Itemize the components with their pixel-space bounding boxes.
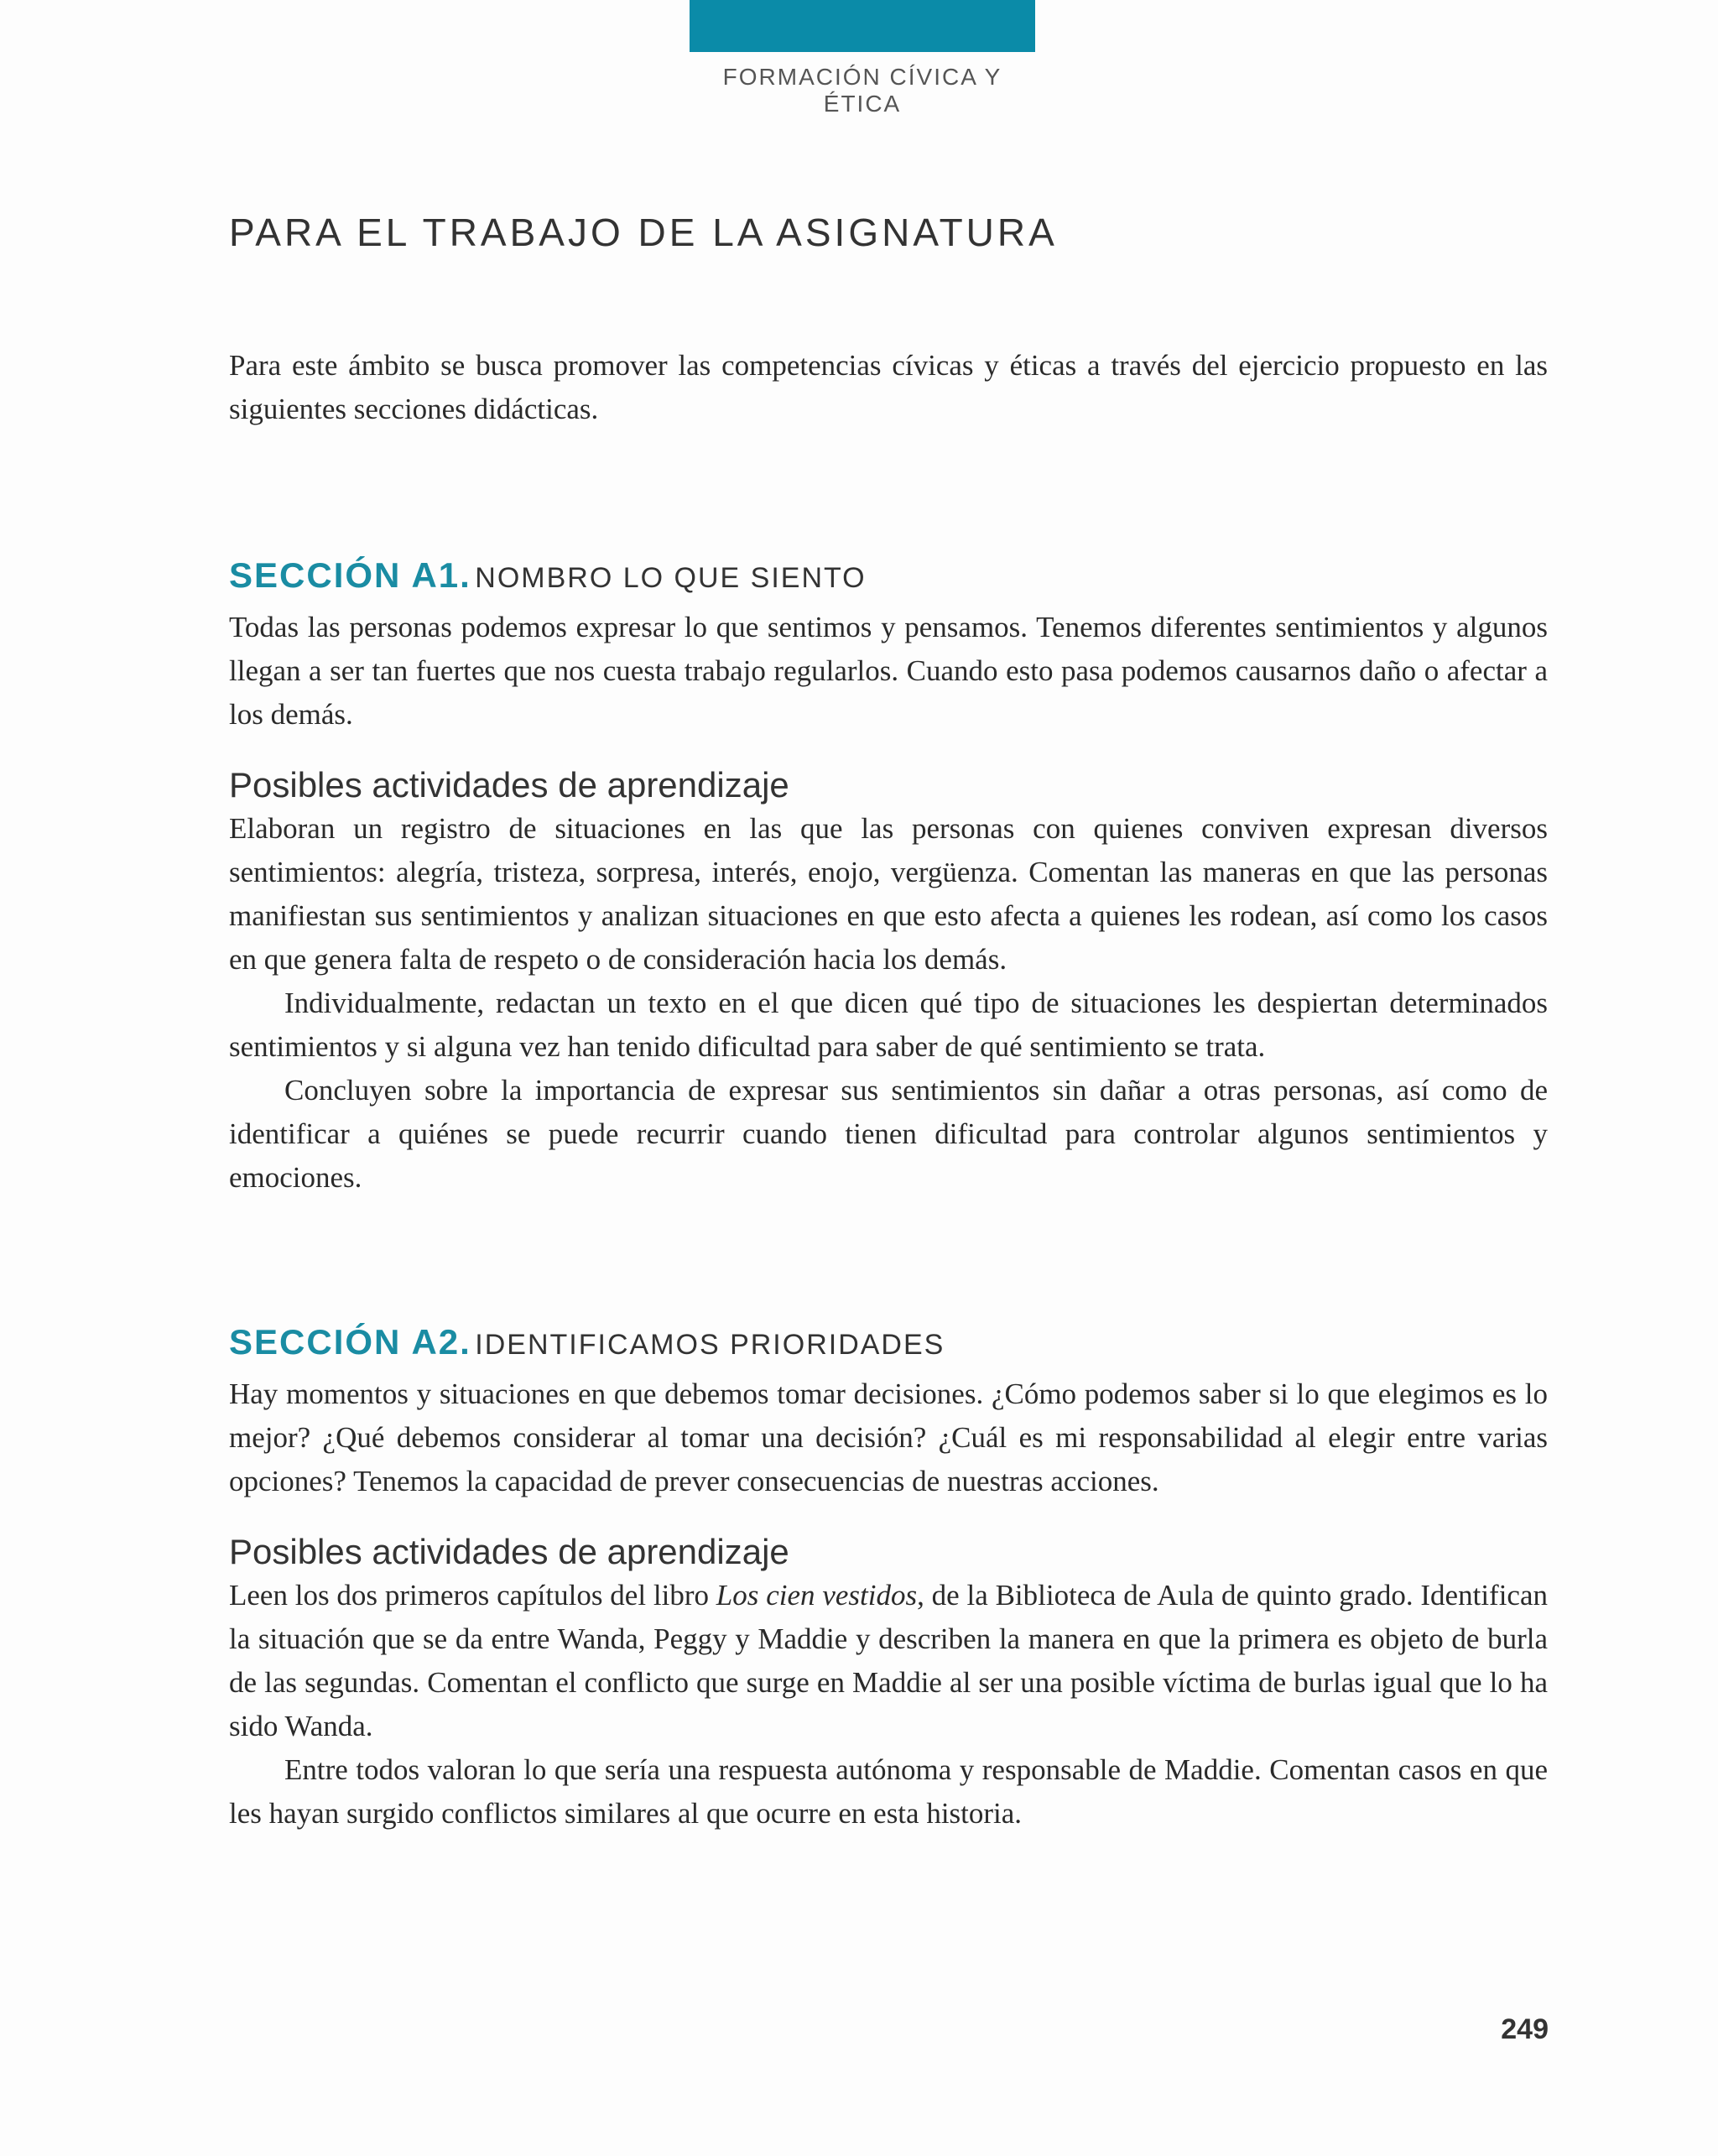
section-a1: [229, 555, 1548, 1200]
activity-paragraph: Individualmente, redactan un texto en el que dicen qué tipo de situaciones les despiertan determinados sentimientos y si alguna vez han tenido dificultad para saber de qué sentimiento se trata.: [229, 987, 1548, 1063]
page-title: PARA EL TRABAJO DE LA ASIGNATURA: [229, 211, 1058, 254]
section-name: NOMBRO LO QUE SIENTO: [475, 562, 867, 594]
intro-paragraph: Para este ámbito se busca promover las competencias cívicas y éticas a través del ejercicio propuesto en las siguientes secciones didácticas.: [229, 349, 1548, 425]
page-number: 249: [1501, 2013, 1549, 2045]
section-code: SECCIÓN A1.: [229, 555, 471, 595]
book-title: Los cien vestidos: [716, 1579, 918, 1612]
activity-text: , de la Biblioteca de Aula de quinto grado. Identifican la situación que se da entre Wanda, Peggy y Maddie y describen la manera en que la primera es objeto de burla de las segundas. Comentan el conflicto que surge en Maddie al ser una posible víctima de burlas igual que lo ha sido Wanda.: [229, 1579, 1548, 1742]
section-description: Todas las personas podemos expresar lo que sentimos y pensamos. Tenemos diferentes sentimientos y algunos llegan a ser tan fuertes que nos cuesta trabajo regularlos. Cuando esto pasa podemos causarnos daño o afectar a los demás.: [229, 611, 1548, 731]
section-spacer: [229, 1200, 1548, 1322]
page-content: [229, 210, 1548, 1836]
section-a2: [229, 1322, 1548, 1836]
running-header: FORMACIÓN CÍVICA Y ÉTICA: [722, 64, 1002, 117]
section-code: SECCIÓN A2.: [229, 1322, 471, 1362]
activities-heading: Posibles actividades de aprendizaje: [229, 765, 789, 805]
section-description: Hay momentos y situaciones en que debemos tomar decisiones. ¿Cómo podemos saber si lo que elegimos es lo mejor? ¿Qué debemos considerar al tomar una decisión? ¿Cuál es mi responsabilidad al elegir entre varias opciones? Tenemos la capacidad de prever consecuencias de nuestras acciones.: [229, 1377, 1548, 1497]
activities-heading: Posibles actividades de aprendizaje: [229, 1532, 789, 1571]
section-name: IDENTIFICAMOS PRIORIDADES: [475, 1329, 945, 1361]
activity-paragraph: Concluyen sobre la importancia de expresar sus sentimientos sin dañar a otras personas, así como de identificar a quiénes se puede recurrir cuando tienen dificultad para controlar algunos sentimientos y emociones.: [229, 1074, 1548, 1194]
activity-paragraph: Entre todos valoran lo que sería una respuesta autónoma y responsable de Maddie. Comentan casos en que les hayan surgido conflictos similares al que ocurre en esta historia.: [229, 1753, 1548, 1830]
activity-text: Leen los dos primeros capítulos del libro: [229, 1579, 716, 1612]
header-color-tab: [690, 0, 1035, 52]
activity-paragraph: [229, 1574, 1548, 1748]
section-heading: [229, 555, 1548, 604]
section-heading: [229, 1322, 1548, 1371]
activity-paragraph: Elaboran un registro de situaciones en las que las personas con quienes conviven expresan diversos sentimientos: alegría, tristeza, sorpresa, interés, enojo, vergüenza. Comentan las maneras en que las personas manifiestan sus sentimientos y analizan situaciones en que esto afecta a quienes les rodean, así como los casos en que genera falta de respeto o de consideración hacia los demás.: [229, 812, 1548, 976]
